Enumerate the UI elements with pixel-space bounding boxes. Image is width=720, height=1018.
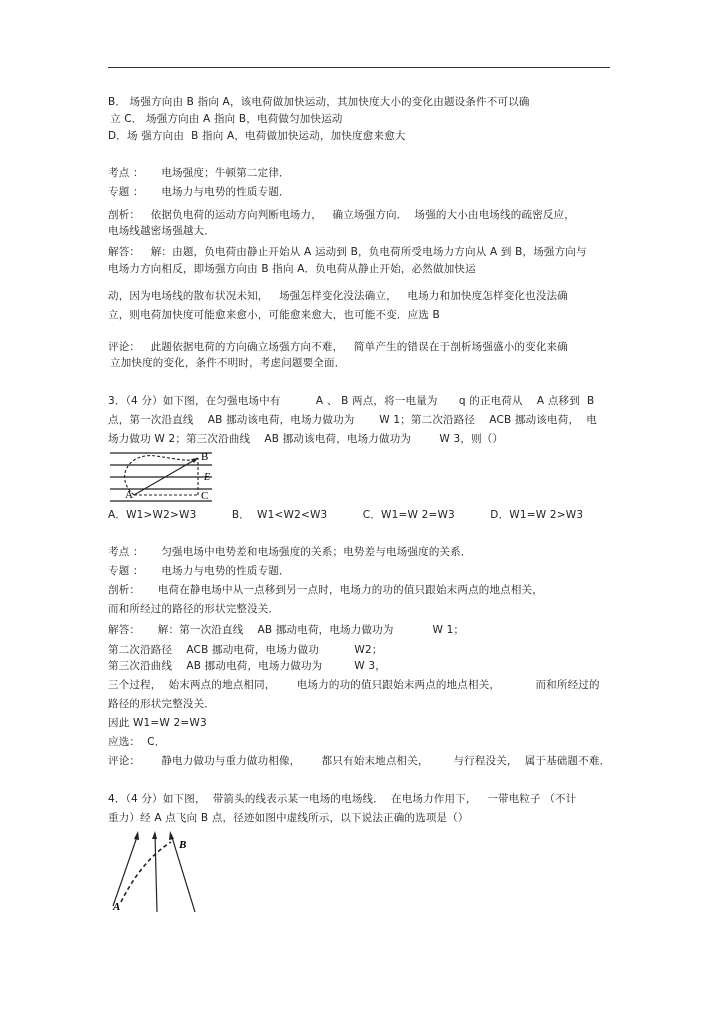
q3-answer-line: 解答： 解：第一次沿直线 AB 挪动电荷，电场力做功为 W 1； (108, 624, 465, 636)
q2-answer-line: 立，则电荷加快度可能愈来愈小，可能愈来愈大，也可能不变．应选 B (108, 309, 440, 321)
field-arrowhead (152, 831, 157, 839)
field-arrowhead (134, 831, 139, 840)
q3-stem-line: 3．（4 分）如下图，在匀强电场中有 A 、 B 两点，将一电量为 q 的正电荷从 A 点移到 B (108, 395, 595, 407)
q3-analysis-line: 剖析： 电荷在静电场中从一点移到另一点时，电场力的功的值只跟始末两点的地点相关， (108, 584, 543, 596)
q3-field-diagram (108, 448, 218, 504)
q3-answer-line: 三个过程， 始末两点的地点相同， 电场力的功的值只跟始末两点的地点相关， 而和所经过的 (108, 679, 600, 691)
q3-subject: 专题 ： 电场力与电势的性质专题． (108, 565, 290, 577)
label-a: A (113, 901, 121, 913)
field-arrowhead (169, 831, 174, 840)
q2-answer-line: 解答： 解：由题，负电荷由静止开始从 A 运动到 B，负电荷所受电场力方向从 A 到 B，场强方向与 (108, 246, 587, 258)
q2-option-d: D．场 强方向由 B 指向 A，电荷做加快运动，加快度愈来愈大 (108, 130, 406, 142)
q3-answer-choice: 应选： C． (108, 736, 166, 748)
q4-stem-line: 重力）经 A 点飞向 B 点，径迹如图中虚线所示，以下说法正确的选项是（） (108, 812, 469, 824)
header-rule (108, 67, 610, 68)
q2-option-b: B． 场强方向由 B 指向 A，该电荷做加快运动，其加快度大小的变化由题设条件不可以确 (108, 96, 530, 108)
q2-comment-line: 立加快度的变化，条件不明时，考虑问题要全面． (110, 357, 346, 369)
q3-answer-line: 第二次沿路径 ACB 挪动电荷，电场力做功 W2； (108, 644, 383, 656)
q4-stem-line: 4．（4 分）如下图， 带箭头的线表示某一电场的电场线． 在电场力作用下， 一带电粒子 （不计 (108, 793, 577, 805)
q2-subject: 专题 ： 电场力与电势的性质专题． (108, 186, 290, 198)
field-line (155, 834, 157, 912)
label-c: C (201, 490, 209, 502)
q4-field-diagram (105, 828, 200, 916)
q3-answer-line: 路径的形状完整没关． (108, 698, 215, 710)
field-line (113, 834, 138, 906)
q2-analysis-line: 电场线越密场强越大． (108, 225, 215, 237)
q2-comment-line: 评论： 此题依据电荷的方向确立场强方向不难， 简单产生的错误在于剖析场强盛小的变化来确 (108, 341, 568, 353)
label-b: B (201, 451, 209, 463)
label-e: E (204, 472, 211, 483)
q2-answer-line: 电场力方向相反，即场强方向由 B 指向 A．负电荷从静止开始，必然做加快运 (108, 263, 476, 275)
q3-stem-line: 点，第一次沿直线 AB 挪动该电荷，电场力做功为 W 1；第二次沿路径 ACB 挪动该电荷， 电 (108, 414, 597, 426)
q3-topic: 考点 ： 匀强电场中电势差和电场强度的关系；电势差与电场强度的关系． (108, 546, 472, 558)
q2-option-c: 立 C． 场强方向由 A 指向 B，电荷做匀加快运动 (110, 113, 343, 125)
q3-answer-result: 因此 W1=W 2=W3 (108, 717, 207, 729)
q2-answer-line: 动，因为电场线的散布状况未知， 场强怎样变化没法确立， 电场力和加快度怎样变化也没法确 (108, 290, 568, 302)
q3-stem-line: 场力做功 W 2；第三次沿曲线 AB 挪动该电荷，电场力做功为 W 3，则（） (108, 433, 504, 445)
q2-analysis-line: 剖析： 依据负电荷的运动方向判断电场力， 确立场强方向． 场强的大小由电场线的疏密反应， (108, 209, 575, 221)
particle-trajectory (121, 842, 171, 902)
q2-topic: 考点 ： 电场强度；牛顿第二定律． (108, 167, 290, 179)
label-b: B (179, 839, 187, 851)
q3-answer-line: 第三次沿曲线 AB 挪动电荷，电场力做功为 W 3， (108, 660, 386, 672)
q3-options: A．W1>W2>W3 B． W1<W2<W3 C．W1=W 2=W3 D．W1=W 2>W3 (108, 509, 584, 521)
q3-comment: 评论： 静电力做功与重力做功相像， 都只有始末地点相关， 与行程没关， 属于基础题不难． (108, 755, 611, 767)
q3-analysis-line: 而和所经过的路径的形状完整没关． (108, 603, 280, 615)
label-a: A (125, 489, 133, 501)
